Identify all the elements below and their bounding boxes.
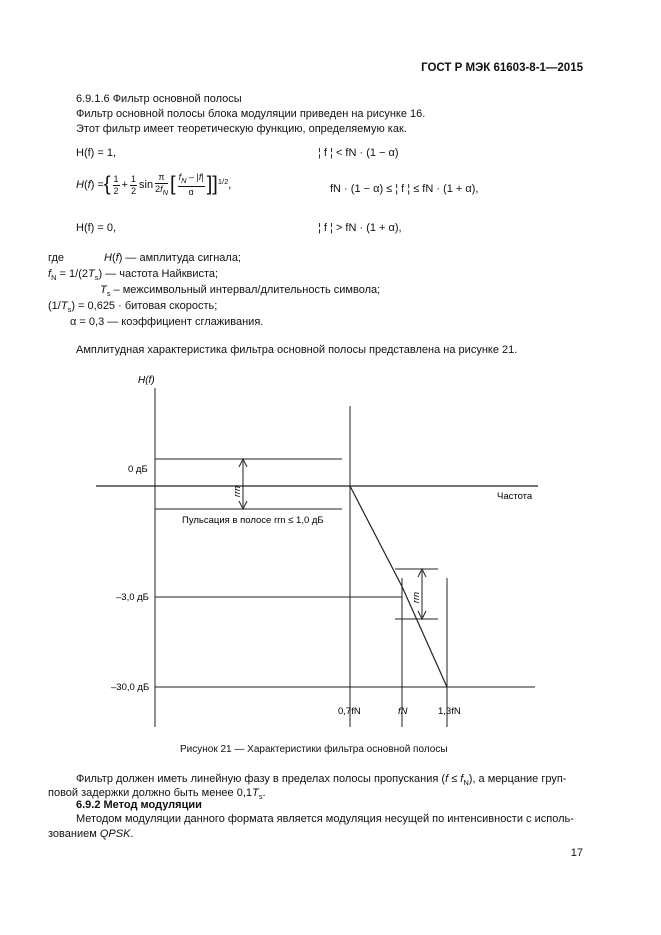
formula-2-condition: fN · (1 − α) ≤ ¦ f ¦ ≤ fN · (1 + α), [330, 183, 479, 195]
definition-1: H(f) — амплитуда сигнала; [104, 252, 242, 264]
y-tick-minus3dB: –3,0 дБ [116, 592, 149, 603]
formula-1-left: H(f) = 1, [76, 147, 117, 159]
y-axis-label: H(f) [138, 375, 155, 386]
phase-paragraph-line-1: Фильтр должен иметь линейную фазу в пределах полосы пропускания $(f \le f_N)$, а мерцание груп- [76, 773, 567, 787]
ripple-label: rrn [232, 486, 242, 497]
subsection-text-line-2: зованием QPSK. [48, 828, 134, 840]
x-tick-fN: fN [398, 706, 408, 717]
definition-4: $(1/T_s) = 0,625$ · битовая скорость; [48, 300, 218, 314]
definition-5: α = 0,3 — коэффициент сглаживания. [70, 316, 264, 328]
amplitude-intro: Амплитудная характеристика фильтра основной полосы представлена на рисунке 21. [76, 344, 518, 356]
series-line-H(f) [350, 486, 447, 687]
subsection-title: 6.9.2 Метод модуляции [76, 799, 202, 811]
document-code: ГОСТ Р МЭК 61603-8-1—2015 [421, 62, 583, 74]
ripple2-label: rrn [411, 592, 421, 603]
figure-caption: Рисунок 21 — Характеристики фильтра основной полосы [180, 744, 448, 755]
x-tick-1.3fN: 1,3fN [438, 706, 461, 717]
section-title: 6.9.1.6 Фильтр основной полосы [76, 93, 242, 105]
section-line-2: Этот фильтр имеет теоретическую функцию, определяемую как. [76, 123, 407, 135]
page-number: 17 [570, 847, 583, 859]
y-tick-0dB: 0 дБ [128, 464, 148, 475]
formula-3-left: H(f) = 0, [76, 222, 117, 234]
formula-1-condition: ¦ f ¦ < fN · (1 − α) [318, 147, 399, 159]
phase-paragraph-line-2: повой задержки должно быть менее $0,1T_s$. [48, 787, 266, 801]
y-tick-minus30dB: –30,0 дБ [111, 682, 150, 693]
x-tick-0.7fN: 0,7fN [338, 706, 361, 717]
x-axis-label: Частота [497, 491, 533, 502]
definition-3: $T_s$ – межсимвольный интервал/длительность символа; [100, 284, 381, 298]
definitions-where: где [48, 252, 65, 264]
section-line-1: Фильтр основной полосы блока модуляции приведен на рисунке 16. [76, 108, 426, 120]
formula-2-expression: H(f) ={ $\frac{1}{2}$ + $\frac{1}{2}$ sin $\frac{\pi}{2f_N}$ [ $\frac{f_N - |f|}{\alpha}$ ]]$^{1/2}$, [76, 172, 232, 197]
ripple-caption: Пульсация в полосе rrn ≤ 1,0 дБ [182, 515, 324, 526]
definition-2: $f_N = 1/(2T_s)$ — частота Найквиста; [48, 268, 219, 282]
subsection-text-line-1: Методом модуляции данного формата является модуляция несущей по интенсивности с исполь- [76, 813, 574, 825]
formula-3-condition: ¦ f ¦ > fN · (1 + α), [318, 222, 402, 234]
